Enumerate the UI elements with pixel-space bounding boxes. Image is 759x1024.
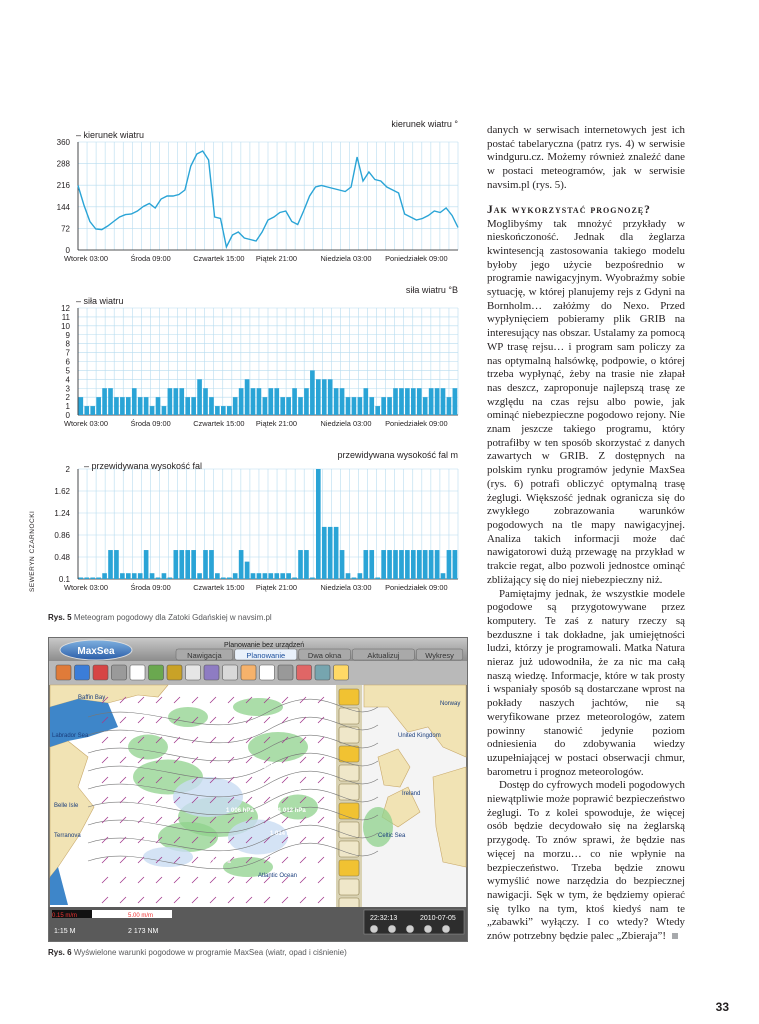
toolbar-icon[interactable] [56, 665, 71, 680]
bar [447, 397, 452, 415]
pressure-label: 1 014 hPa [270, 831, 298, 837]
bar [185, 550, 190, 579]
bar [215, 406, 220, 415]
bar [334, 388, 339, 415]
rain-area [363, 807, 393, 847]
y-tick-label: 11 [61, 312, 70, 322]
x-tick-label: Środa 09:00 [130, 254, 171, 263]
bar [114, 397, 119, 415]
place-label: Terranova [54, 833, 81, 839]
bar [263, 573, 268, 579]
y-tick-label: 8 [65, 339, 70, 349]
bar [156, 578, 161, 580]
bar [340, 550, 345, 579]
article-heading: Jak wykorzystać prognozę? [487, 203, 651, 216]
y-tick-label: 0 [65, 411, 70, 420]
article-paragraph-1: danych w serwisach internetowych jest ich postać tabelaryczna (patrz rys. 4) w serwisie windguru.cz. Możemy również znaleźć dane w postaci meteogramów, jak w serwisie navsim.pl (rys. 5). [487, 124, 685, 191]
bar [411, 550, 416, 579]
y-tick-label: 1.24 [54, 509, 70, 518]
bar [191, 550, 196, 579]
bar [150, 573, 155, 579]
bar [411, 388, 416, 415]
pressure-label: 1 018 hPa [203, 859, 231, 865]
bar [298, 397, 303, 415]
bar [346, 397, 351, 415]
playback-button[interactable] [424, 925, 432, 933]
y-tick-label: 7 [65, 348, 70, 358]
pressure-label: 1 012 hPa [278, 808, 306, 814]
bar [304, 388, 309, 415]
bar [174, 550, 179, 579]
maxsea-tab-label: Wykresy [425, 651, 454, 660]
bar [423, 397, 428, 415]
figure-6-caption [48, 948, 347, 957]
bar [138, 397, 143, 415]
y-tick-label: 2 [65, 465, 70, 474]
place-label: Norway [440, 701, 461, 707]
bar [429, 550, 434, 579]
bar [334, 527, 339, 579]
wind-direction-corner-label: kierunek wiatru ° [391, 119, 458, 129]
bar [108, 550, 113, 579]
status-scale: 1:15 M [54, 928, 76, 935]
bar [369, 550, 374, 579]
bar [381, 397, 386, 415]
precip-area [143, 847, 193, 867]
bar [328, 379, 333, 415]
bar [221, 578, 226, 580]
bar [162, 573, 167, 579]
bar [203, 388, 208, 415]
toolbar-icon[interactable] [112, 665, 127, 680]
bar [441, 388, 446, 415]
toolbar-icon[interactable] [93, 665, 108, 680]
bar [150, 406, 155, 415]
toolbar-icon[interactable] [167, 665, 182, 680]
y-tick-label: 0.48 [54, 553, 70, 562]
toolbar-icon[interactable] [334, 665, 349, 680]
bar [209, 397, 214, 415]
bar [292, 388, 297, 415]
y-tick-label: 9 [65, 330, 70, 340]
article-paragraph-3: Pamiętajmy jednak, że wszystkie modele pogodowe są przygotowywane przez komputery. Te zaś z natury rzeczy są bezduszne i tak dokładne, jak umiejętności ludzi, którzy je programowali. Matka Natura nieraz już udowodniła, że za nic ma całą naszą wiedzę. Informacje, które w tak prosty i wspaniały sposób są dostarczane wprost na pokłady naszych jachtów, nie są weryfikowane przez meteorologów, zatem powinny stanowić jedynie poziom odniesienia do zdobywania wiedzy uzupełniającej w postaci obserwacji chmur, barometru i prognoz meteorologów. [487, 587, 685, 778]
maxsea-tab-label: Aktualizuj [367, 651, 400, 660]
place-label: Baffin Bay [78, 695, 106, 701]
bar [298, 550, 303, 579]
x-tick-label: Piątek 21:00 [255, 254, 297, 263]
maxsea-tab-label: Dwa okna [307, 651, 342, 660]
side-panel-button[interactable] [339, 860, 359, 876]
place-label: Ireland [402, 791, 421, 797]
bar [239, 550, 244, 579]
bar [168, 578, 173, 580]
bar [84, 406, 89, 415]
bar [203, 550, 208, 579]
side-panel-button[interactable] [339, 708, 359, 724]
x-tick-label: Niedziela 03:00 [320, 419, 372, 428]
bar [156, 397, 161, 415]
figure-5-number: Rys. 5 [48, 613, 72, 622]
y-tick-label: 10 [61, 321, 70, 331]
maxsea-screenshot [48, 637, 468, 942]
bar [126, 397, 131, 415]
bar [310, 370, 315, 415]
bar [79, 578, 84, 580]
playback-button[interactable] [388, 925, 396, 933]
bar [435, 550, 440, 579]
bar [179, 550, 184, 579]
bar [316, 469, 321, 579]
x-tick-label: Wtorek 03:00 [64, 583, 108, 592]
bar [286, 573, 291, 579]
bar [280, 397, 285, 415]
y-tick-label: 6 [65, 357, 70, 367]
bar [132, 573, 137, 579]
x-tick-label: Czwartek 15:00 [193, 419, 245, 428]
y-tick-label: 360 [56, 138, 70, 147]
bar [322, 527, 327, 579]
status-distance: 2 173 NM [128, 928, 159, 935]
place-label: Labrador Sea [52, 733, 89, 739]
bar [144, 550, 149, 579]
bar [257, 573, 262, 579]
x-tick-label: Wtorek 03:00 [64, 254, 108, 263]
wind-speed-corner-label: siła wiatru °B [405, 285, 458, 295]
bar [179, 388, 184, 415]
bar [251, 388, 256, 415]
x-tick-label: Środa 09:00 [130, 419, 171, 428]
bar [447, 550, 452, 579]
bar [227, 578, 232, 580]
status-time: 22:32:13 [370, 915, 398, 922]
bar [96, 397, 101, 415]
side-panel-button[interactable] [339, 822, 359, 838]
article-paragraph-4-text: Dostęp do cyfrowych modeli pogodowych niewątpliwie może poprawić bezpieczeństwo żeglugi. To z kolei spowoduje, że więcej osób będzie decydowało się na żeglarską przygodę. To znów sprawi, że będzie nas więcej na morzu… co nie wpłynie na bezpieczeństwo. Trzeba będzie znowu wymyślić nowe narzędzia do bezpiecznej nawigacji. Sęk w tym, że będziemy opierać się tylko na tym, ktoś kiedyś nam te „zabawki” wyłączy. I co wtedy? Wtedy znów potrzebny będzie palec „Zbieraja”! [487, 779, 685, 943]
bar [144, 397, 149, 415]
bar [322, 379, 327, 415]
bar [251, 573, 256, 579]
bar [358, 397, 363, 415]
bar [269, 573, 274, 579]
bar [369, 397, 374, 415]
x-tick-label: Czwartek 15:00 [193, 254, 245, 263]
toolbar-icon[interactable] [297, 665, 312, 680]
pressure-label: 1 002 hPa [216, 770, 244, 776]
wind-direction-chart [34, 116, 464, 272]
bar [233, 573, 238, 579]
end-mark [672, 933, 678, 939]
y-tick-label: 2 [65, 393, 70, 403]
bar [162, 406, 167, 415]
bar [197, 573, 202, 579]
status-right: 5.00 m/m [128, 913, 154, 919]
pressure-label: 1 000 hPa [218, 750, 246, 756]
bar [399, 388, 404, 415]
y-tick-label: 5 [65, 366, 70, 376]
y-tick-label: 0.1 [58, 575, 70, 584]
status-date: 2010-07-05 [420, 915, 456, 922]
bar [102, 388, 107, 415]
maxsea-tab-label: Planowanie [246, 651, 286, 660]
toolbar-icon[interactable] [241, 665, 256, 680]
bar [185, 397, 190, 415]
bar [269, 388, 274, 415]
x-tick-label: Niedziela 03:00 [320, 583, 372, 592]
bar [364, 550, 369, 579]
bar [364, 388, 369, 415]
x-tick-label: Piątek 21:00 [255, 583, 297, 592]
figure-6-text: Wyświelone warunki pogodowe w programie MaxSea (wiatr, opad i ciśnienie) [73, 948, 347, 957]
maxsea-logo: MaxSea [77, 646, 115, 657]
toolbar-icon[interactable] [315, 665, 330, 680]
bar [120, 397, 125, 415]
pressure-label: 1 020 hPa [196, 871, 224, 877]
bar [352, 578, 357, 580]
bar [286, 397, 291, 415]
pressure-label: 1 006 hPa [226, 808, 254, 814]
y-tick-label: 216 [56, 181, 70, 191]
bar [90, 578, 95, 580]
bar [393, 550, 398, 579]
toolbar-icon[interactable] [186, 665, 201, 680]
y-tick-label: 72 [61, 224, 70, 234]
bar [453, 388, 458, 415]
toolbar-icon[interactable] [149, 665, 164, 680]
bar [245, 379, 250, 415]
rain-area [128, 735, 168, 760]
bar [132, 388, 137, 415]
side-panel-button[interactable] [339, 689, 359, 705]
bar [90, 406, 95, 415]
bar [257, 388, 262, 415]
y-tick-label: 0 [65, 246, 70, 255]
playback-button[interactable] [442, 925, 450, 933]
article-paragraph-4 [487, 779, 685, 943]
bar [96, 578, 101, 580]
side-panel-button[interactable] [339, 841, 359, 857]
bar [239, 388, 244, 415]
bar [138, 573, 143, 579]
status-left: 0.15 m/m [52, 913, 78, 919]
figure-6-number: Rys. 6 [48, 948, 72, 957]
toolbar-icon[interactable] [278, 665, 293, 680]
bar [215, 573, 220, 579]
place-label: Atlantic Ocean [258, 873, 298, 879]
side-panel-button[interactable] [339, 879, 359, 895]
wind-speed-chart [34, 282, 464, 434]
wave-height-chart [34, 449, 464, 601]
bar [304, 550, 309, 579]
bar [417, 388, 422, 415]
y-tick-label: 3 [65, 384, 70, 394]
page-number: 33 [715, 1000, 729, 1014]
bar [263, 397, 268, 415]
bar [387, 550, 392, 579]
bar [417, 550, 422, 579]
toolbar-icon[interactable] [130, 665, 145, 680]
toolbar-icon[interactable] [204, 665, 219, 680]
pressure-label: 1 004 hPa [258, 764, 286, 770]
bar [108, 388, 113, 415]
bar [375, 406, 380, 415]
bar [245, 562, 250, 579]
figure-5-text: Meteogram pogodowy dla Zatoki Gdańskiej w navsim.pl [73, 613, 272, 622]
x-tick-label: Poniedziałek 09:00 [385, 419, 448, 428]
bar [405, 550, 410, 579]
playback-button[interactable] [406, 925, 414, 933]
bar [209, 550, 214, 579]
rain-area [233, 698, 283, 716]
place-label: Belle Isle [54, 803, 79, 809]
y-tick-label: 1.62 [54, 487, 70, 496]
bar [79, 397, 84, 415]
x-tick-label: Wtorek 03:00 [64, 419, 108, 428]
bar [191, 397, 196, 415]
bar [274, 388, 279, 415]
rain-area [248, 732, 308, 762]
y-tick-label: 12 [61, 304, 70, 313]
y-tick-label: 288 [56, 159, 70, 169]
maxsea-tab-label: Nawigacja [187, 651, 222, 660]
toolbar-icon[interactable] [223, 665, 238, 680]
place-label: United Kingdom [398, 733, 441, 739]
wind-direction-legend: – kierunek wiatru [76, 130, 145, 140]
bar [453, 550, 458, 579]
bar [292, 578, 297, 580]
article-paragraph-2: Moglibyśmy tak mnożyć przykłady w nieskończoność. Jednak dla żeglarza kwintesencją zastosowania takiego modelu byłoby jego użycie bezpośrednio w programie nawigacyjnym. Wyobraźmy sobie sytuację, w której planujemy rejs z Gdyni na Bornholm… załóżmy do Nexo. Przed wypłynięciem pobieramy plik GRIB na interesujący nas obszar. Ustalamy za pomocą WP trasę rejsu… i program sam policzy za nas optymalną halsówkę, podpowie, o której trzeba wypłynąć, żeby na trasie nie złapał nas deszcz, zaproponuje najlepszą trasę ze względu na czas rejsu albo powie, jak ominąć niebezpieczne pogodowo rejony. Nie znam jeszcze takiego programu, który potrafiłby w ten sposób skorzystać z danych zawartych w GRIB. Z dostępnych na polskim rynku programów jedynie MaxSea (rys. 6) potrafi obliczyć optymalną trasę żeglugi. Większość jednak ogranicza się do zwykłego zobrazowania warunków pogodowych na tle mapy nawigacyjnej. Analiza takich informacji może dać nawigatorowi dużą przewagę na przykład w trakcie regat, albo pozwoli jednostce ominąć zbliżający się do niej niebezpieczny niż. [487, 217, 685, 586]
x-tick-label: Piątek 21:00 [255, 419, 297, 428]
bar [174, 388, 179, 415]
bar [358, 573, 363, 579]
bar [399, 550, 404, 579]
y-tick-label: 144 [56, 202, 70, 212]
bar [274, 573, 279, 579]
bar [126, 573, 131, 579]
figure-5-caption [48, 613, 272, 622]
bar [381, 550, 386, 579]
x-tick-label: Niedziela 03:00 [320, 254, 372, 263]
bar [423, 550, 428, 579]
bar [346, 573, 351, 579]
x-tick-label: Środa 09:00 [130, 583, 171, 592]
bar [233, 397, 238, 415]
maxsea-window-title: Planowanie bez urządzeń [224, 642, 305, 649]
bar [168, 388, 173, 415]
bar [114, 550, 119, 579]
bar [393, 388, 398, 415]
bar [120, 573, 125, 579]
bar [227, 406, 232, 415]
wave-height-corner-label: przewidywana wysokość fal m [337, 450, 458, 460]
bar [375, 578, 380, 580]
bar [340, 388, 345, 415]
bar [316, 379, 321, 415]
bar [328, 527, 333, 579]
bar [197, 379, 202, 415]
bar [352, 397, 357, 415]
bar [280, 573, 285, 579]
bar [310, 578, 315, 580]
article-column [487, 124, 685, 944]
wind-speed-legend: – siła wiatru [76, 296, 124, 306]
side-panel-button[interactable] [339, 784, 359, 800]
y-tick-label: 0.86 [54, 531, 70, 540]
x-tick-label: Poniedziałek 09:00 [385, 254, 448, 263]
photo-credit: SEWERYN CZARNOCKI [29, 510, 36, 592]
pressure-label: 1 010 hPa [273, 786, 301, 792]
x-tick-label: Czwartek 15:00 [193, 583, 245, 592]
bar [429, 388, 434, 415]
bar [435, 388, 440, 415]
bar [405, 388, 410, 415]
bar [221, 406, 226, 415]
wave-height-legend: – przewidywana wysokość fal [84, 461, 203, 471]
toolbar-icon[interactable] [260, 665, 275, 680]
side-panel-button[interactable] [339, 746, 359, 762]
y-tick-label: 4 [65, 375, 70, 385]
y-tick-label: 1 [65, 402, 70, 412]
x-tick-label: Poniedziałek 09:00 [385, 583, 448, 592]
toolbar-icon[interactable] [75, 665, 90, 680]
side-panel-button[interactable] [339, 803, 359, 819]
bar [441, 573, 446, 579]
place-label: Celtic Sea [378, 833, 406, 839]
bar [102, 573, 107, 579]
bar [84, 578, 89, 580]
bar [387, 397, 392, 415]
playback-button[interactable] [370, 925, 378, 933]
